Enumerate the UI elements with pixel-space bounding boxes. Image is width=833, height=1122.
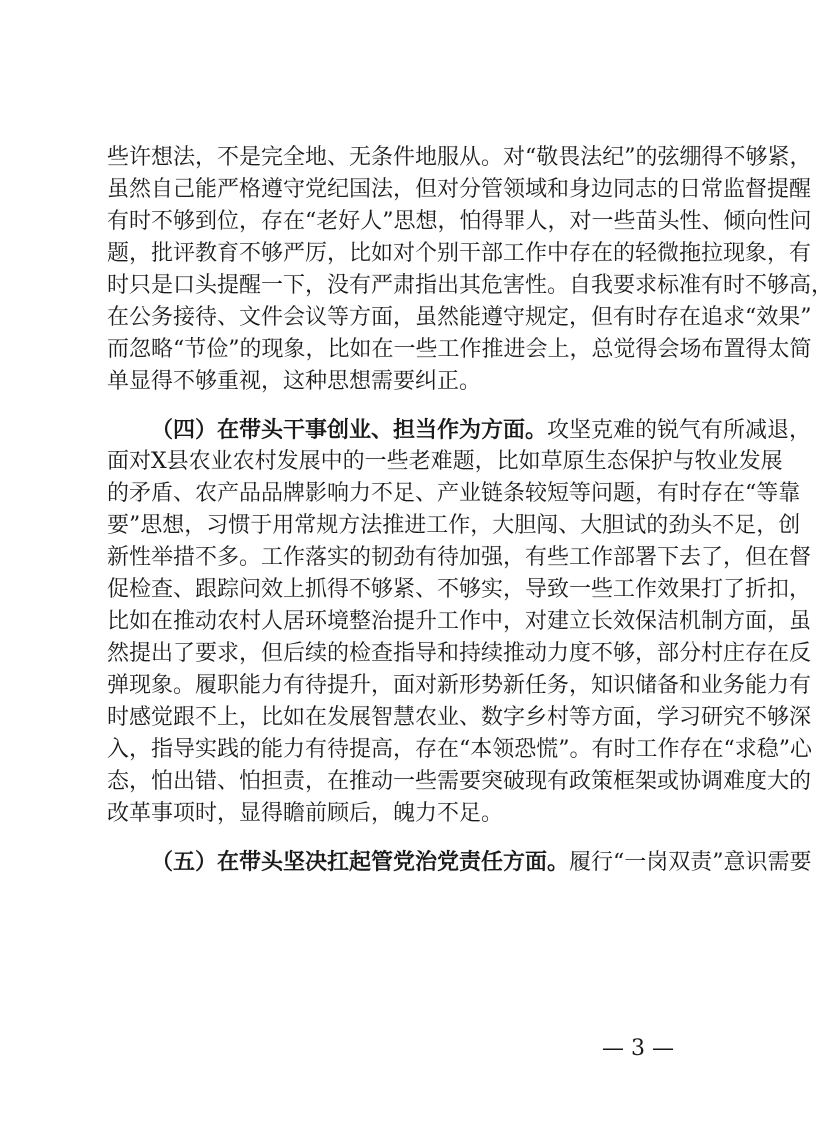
section-5-text: 履行“一岗双责”意识需要: [569, 850, 812, 875]
body-line: 时感觉跟不上，比如在发展智慧农业、数字乡村等方面，学习研究不够深: [107, 705, 812, 730]
body-line: 而忽略“节俭”的现象，比如在一些工作推进会上，总觉得会场布置得太简: [107, 337, 812, 362]
body-line: 虽然自己能严格遵守党纪国法，但对分管领域和身边同志的日常监督提醒: [107, 177, 812, 202]
body-line: 然提出了要求，但后续的检查指导和持续推动力度不够，部分村庄存在反: [107, 641, 812, 666]
body-line: 的矛盾、农产品品牌影响力不足、产业链条较短等问题，有时存在“等靠: [107, 481, 801, 506]
section-4-text: 攻坚克难的锐气有所减退，: [547, 418, 812, 443]
body-line: 弹现象。履职能力有待提升，面对新形势新任务，知识储备和业务能力有: [107, 673, 812, 698]
section-5-first-line: [151, 846, 812, 878]
body-line: 新性举措不多。工作落实的韧劲有待加强，有些工作部署下去了，但在督: [107, 545, 812, 570]
page-number: — 3 —: [602, 1036, 674, 1061]
section-4-heading: （四）在带头干事创业、担当作为方面。: [151, 417, 548, 443]
body-line: 在公务接待、文件会议等方面，虽然能遵守规定，但有时存在追求“效果”: [107, 305, 812, 330]
section-4-first-line: [151, 414, 812, 446]
body-line: 有时不够到位，存在“老好人”思想，怕得罪人，对一些苗头性、倾向性问: [107, 209, 812, 234]
body-line: 改革事项时，显得瞻前顾后，魄力不足。: [107, 801, 504, 826]
body-line: 时只是口头提醒一下，没有严肃指出其危害性。自我要求标准有时不够高，: [107, 273, 833, 298]
body-line: 比如在推动农村人居环境整治提升工作中，对建立长效保洁机制方面，虽: [107, 609, 812, 634]
section-5-heading: （五）在带头坚决扛起管党治党责任方面。: [151, 849, 570, 875]
body-line: 题，批评教育不够严厉，比如对个别干部工作中存在的轻微拖拉现象，有: [107, 241, 812, 266]
body-line: 促检查、跟踪问效上抓得不够紧、不够实，导致一些工作效果打了折扣，: [107, 577, 812, 602]
body-line: 些许想法，不是完全地、无条件地服从。对“敬畏法纪”的弦绷得不够紧，: [107, 145, 812, 170]
body-line: 要”思想，习惯于用常规方法推进工作，大胆闯、大胆试的劲头不足，创: [107, 513, 801, 538]
body-line: 面对X县农业农村发展中的一些老难题，比如草原生态保护与牧业发展: [107, 449, 783, 474]
body-line: 单显得不够重视，这种思想需要纠正。: [107, 369, 482, 394]
body-line: 态，怕出错、怕担责，在推动一些需要突破现有政策框架或协调难度大的: [107, 769, 812, 794]
body-line: 入，指导实践的能力有待提高，存在“本领恐慌”。有时工作存在“求稳”心: [107, 737, 812, 762]
